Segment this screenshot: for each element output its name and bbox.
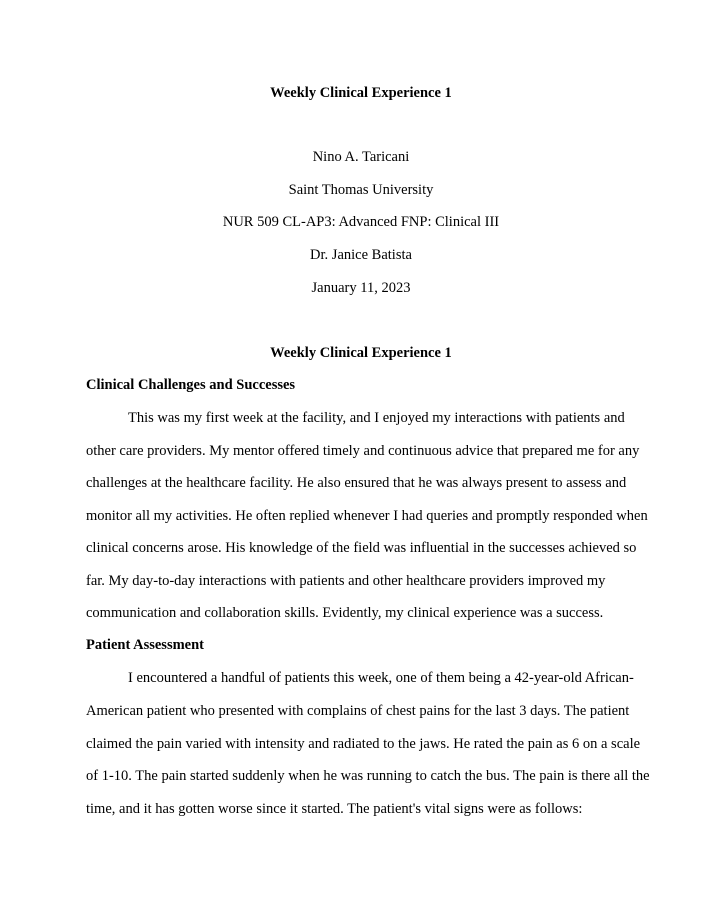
document-title: Weekly Clinical Experience 1 — [270, 85, 452, 101]
paragraph-line: clinical concerns arose. His knowledge of the field was influential in the successes achieved so — [86, 540, 637, 556]
body-title: Weekly Clinical Experience 1 — [270, 345, 452, 361]
submission-date: January 11, 2023 — [311, 280, 411, 296]
author-name: Nino A. Taricani — [312, 149, 410, 165]
paragraph-line: communication and collaboration skills. Evidently, my clinical experience was a success. — [86, 605, 604, 621]
section-heading-clinical-challenges: Clinical Challenges and Successes — [86, 377, 296, 393]
institution-name: Saint Thomas University — [288, 182, 434, 198]
paragraph-line: other care providers. My mentor offered timely and continuous advice that prepared me for any — [86, 443, 640, 459]
paragraph-line: I encountered a handful of patients this week, one of them being a 42-year-old African- — [128, 670, 634, 686]
paragraph-line: claimed the pain varied with intensity and radiated to the jaws. He rated the pain as 6 on a scale — [86, 736, 641, 752]
paragraph-line: time, and it has gotten worse since it started. The patient's vital signs were as follows: — [86, 801, 583, 817]
paragraph-line: This was my first week at the facility, and I enjoyed my interactions with patients and — [128, 410, 625, 426]
section-heading-patient-assessment: Patient Assessment — [86, 637, 205, 653]
paragraph-line: of 1-10. The pain started suddenly when he was running to catch the bus. The pain is there all the — [86, 768, 650, 784]
paragraph-line: monitor all my activities. He often replied whenever I had queries and promptly responded when — [86, 508, 648, 524]
course-name: NUR 509 CL-AP3: Advanced FNP: Clinical III — [222, 214, 500, 230]
instructor-name: Dr. Janice Batista — [310, 247, 412, 263]
paragraph-line: far. My day-to-day interactions with patients and other healthcare providers improved my — [86, 573, 606, 589]
paragraph-line: challenges at the healthcare facility. He also ensured that he was always present to assess and — [86, 475, 627, 491]
paragraph-line: American patient who presented with complains of chest pains for the last 3 days. The patient — [86, 703, 630, 719]
